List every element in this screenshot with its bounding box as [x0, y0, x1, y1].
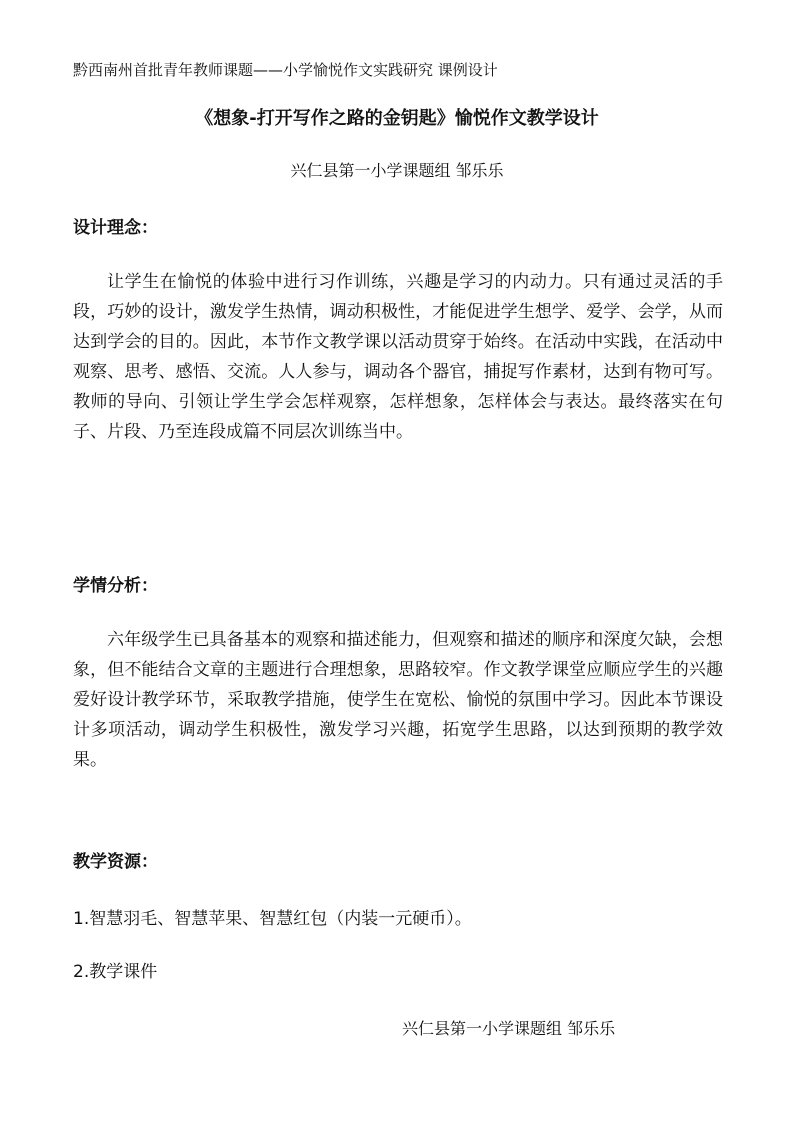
- section-heading-student-analysis: 学情分析：: [73, 576, 158, 596]
- student-analysis-paragraph: 六年级学生已具备基本的观察和描述能力，但观察和描述的顺序和深度欠缺，会想象，但不能结合文章的主题进行合理想象，思路较窄。作文教学课堂应顺应学生的兴趣爱好设计教学环节，采取教学措施，使学生在宽松、愉悦的氛围中学习。因此本节课设计多项活动，调动学生积极性，激发学习兴趣，拓宽学生思路，以达到预期的教学效果。: [73, 630, 723, 770]
- section-heading-teaching-resources: 教学资源：: [73, 852, 158, 872]
- design-concept-paragraph: 让学生在愉悦的体验中进行习作训练，兴趣是学习的内动力。只有通过灵活的手段，巧妙的设计，激发学生热情，调动积极性，才能促进学生想学、爱学、会学，从而达到学会的目的。因此，本节作文教学课以活动贯穿于始终。在活动中实践，在活动中观察、思考、感悟、交流。人人参与，调动各个器官，捕捉写作素材，达到有物可写。教师的导向、引领让学生学会怎样观察，怎样想象，怎样体会与表达。最终落实在句子、片段、乃至连段成篇不同层次训练当中。: [73, 272, 723, 442]
- resource-list-item: 1.智慧羽毛、智慧苹果、智慧红包（内装一元硬币）。: [73, 909, 472, 929]
- author-line: 兴仁县第一小学课题组 邹乐乐: [290, 161, 504, 180]
- resource-list-item: 2.教学课件: [73, 962, 158, 982]
- footer-author: 兴仁县第一小学课题组 邹乐乐: [402, 1019, 616, 1038]
- document-title: 《想象-打开写作之路的金钥匙》愉悦作文教学设计: [195, 108, 599, 129]
- section-heading-design-concept: 设计理念：: [73, 218, 158, 238]
- page-header: 黔西南州首批青年教师课题——小学愉悦作文实践研究 课例设计: [73, 61, 498, 79]
